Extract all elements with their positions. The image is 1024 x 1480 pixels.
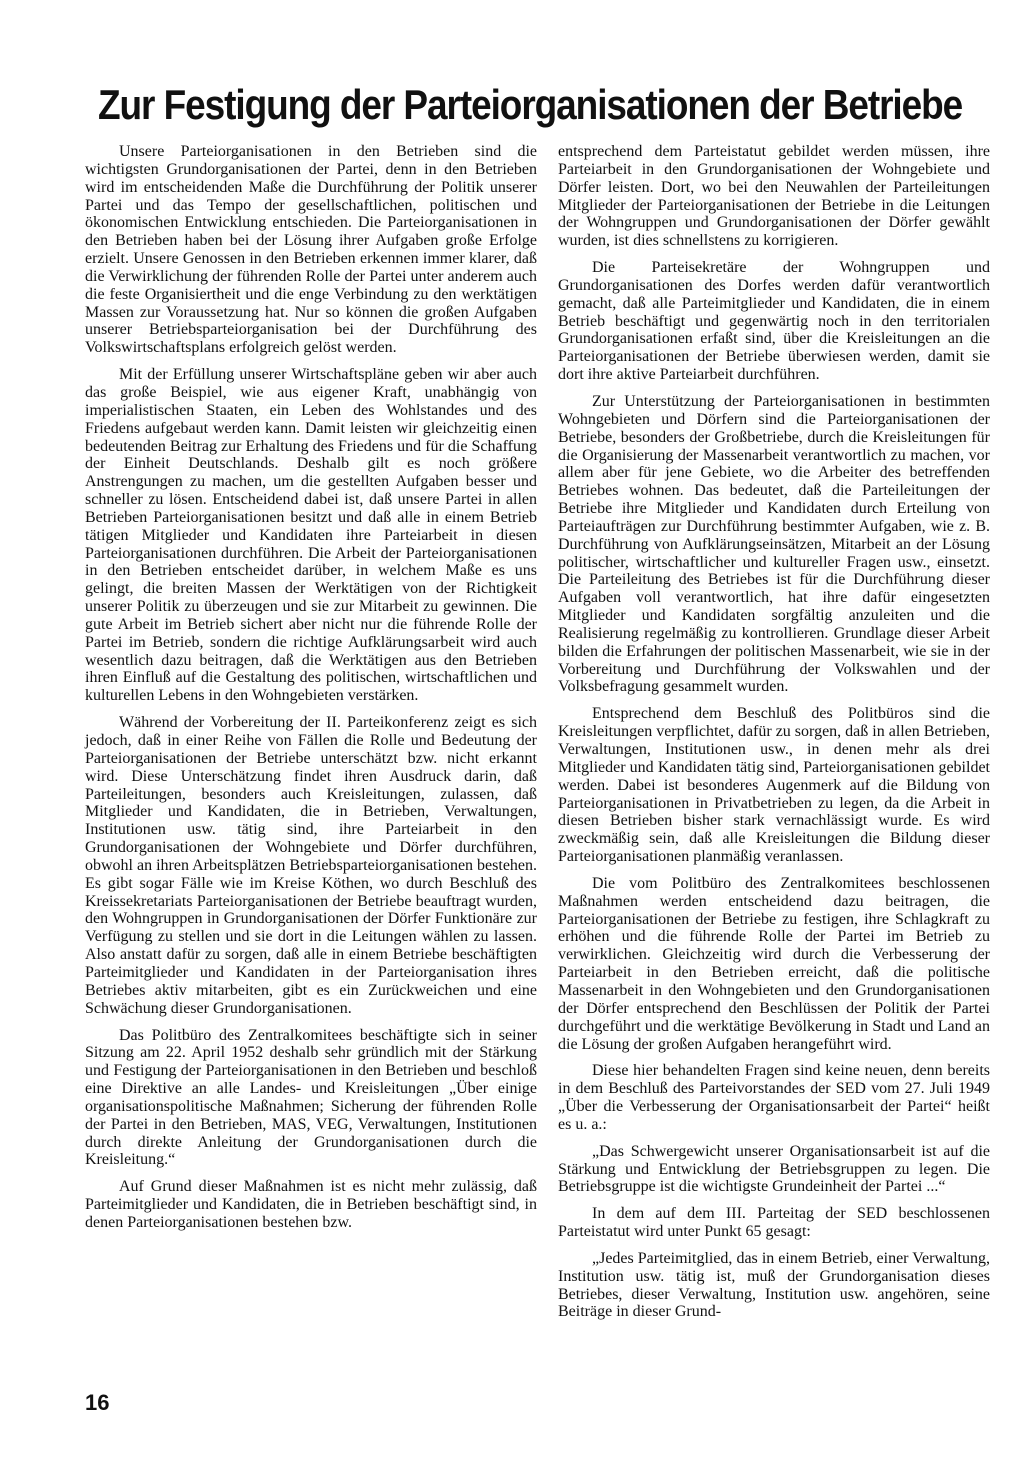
paragraph: Das Politbüro des Zentralkomitees beschäftigte sich in seiner Sitzung am 22. April 1952 deshalb sehr gründlich mit der Stärkung und Festigung der Parteiorganisationen in den Betrieben und beschloß eine Direktive an alle Landes- und Kreisleitungen „Über einige organisationspolitische Maßnahmen; Sicherung der führenden Rolle der Partei in den Betrieben, MAS, VEG, Verwaltungen, Institutionen durch direkte Anleitung der Grundorganisationen durch die Kreisleitung.“ — [85, 1026, 537, 1169]
paragraph: Entsprechend dem Beschluß des Politbüros sind die Kreisleitungen verpflichtet, dafür zu sorgen, daß in allen Betrieben, Verwaltungen, Institutionen usw., in denen mehr als drei Mitglieder und Kandidaten tätig sind, Parteiorganisationen gebildet werden. Dabei ist besonderes Augenmerk auf die Bildung von Parteiorganisationen in Privatbetrieben zu legen, da die Arbeit in diesen Betrieben bisher stark vernachlässigt wurde. Es wird zweckmäßig sein, daß alle Kreisleitungen die Bildung dieser Parteiorganisationen planmäßig veranlassen. — [558, 705, 990, 866]
paragraph: Auf Grund dieser Maßnahmen ist es nicht mehr zulässig, daß Parteimitglieder und Kandidaten, die in Betrieben beschäftigt sind, in denen Parteiorganisationen bestehen bzw. — [85, 1178, 537, 1231]
paragraph: In dem auf dem III. Parteitag der SED beschlossenen Parteistatut wird unter Punkt 65 gesagt: — [558, 1205, 990, 1241]
left-column — [85, 143, 537, 1241]
paragraph: Die vom Politbüro des Zentralkomitees beschlossenen Maßnahmen werden entscheidend dazu beitragen, die Parteiorganisationen der Betriebe zu festigen, ihre Schlagkraft zu erhöhen und die führende Rolle der Partei im Betrieb zu verwirklichen. Gleichzeitig wird durch die Verbesserung der Parteiarbeit in den Betrieben erreicht, daß die politische Massenarbeit in den Wohngebieten und den Grundorganisationen der Dörfer entsprechend den Beschlüssen der Politik der Partei durchgeführt und die werktätige Bevölkerung in Stadt und Land an die Lösung der großen Aufgaben herangeführt wird. — [558, 874, 990, 1053]
paragraph: entsprechend dem Parteistatut gebildet werden müssen, ihre Parteiarbeit in den Grundorganisationen der Wohngebiete und Dörfer leisten. Dort, wo bei den Neuwahlen der Parteileitungen Mitglieder der Parteiorganisationen der Betriebe in die Leitungen der Wohngruppen und Grundorganisationen der Dörfer gewählt wurden, ist dies schnellstens zu korrigieren. — [558, 143, 990, 250]
paragraph: Während der Vorbereitung der II. Parteikonferenz zeigt es sich jedoch, daß in einer Reihe von Fällen die Rolle und Bedeutung der Parteiorganisationen der Betriebe unterschätzt bzw. nicht erkannt wird. Diese Unterschätzung findet ihren Ausdruck darin, daß Parteileitungen, besonders auch Kreisleitungen, zulassen, daß Mitglieder und Kandidaten, die in Betrieben, Verwaltungen, Institutionen usw. tätig sind, ihre Parteiarbeit in den Grundorganisationen der Wohngebiete und Dörfer durchführen, obwohl an ihren Arbeitsplätzen Betriebsparteiorganisationen bestehen. Es gibt sogar Fälle wie im Kreise Köthen, wo durch Beschluß des Kreissekretariats Parteiorganisationen der Betriebe beauftragt wurden, den Wohngruppen in Grundorganisationen der Dörfer Funktionäre zur Verfügung zu stellen und sie dort in die Leitungen wählen zu lassen. Also anstatt dafür zu sorgen, daß alle in einem Betriebe beschäftigten Parteimitglieder und Kandidaten in der Parteiorganisation ihres Betriebes aktiv mitarbeiten, gibt es ein Zurückweichen und eine Schwächung dieser Grundorganisationen. — [85, 714, 538, 1017]
right-column — [558, 143, 990, 1330]
paragraph: Unsere Parteiorganisationen in den Betrieben sind die wichtigsten Grundorganisationen der Partei, denn in den Betrieben wird im entscheidenden Maße die Durchführung der Politik unserer Partei und das Tempo der gesellschaftlichen, politischen und ökonomischen Entwicklung entschieden. Die Parteiorganisationen in den Betrieben haben bei der Lösung ihrer Aufgaben große Erfolge erzielt. Unsere Genossen in den Betrieben erkennen immer klarer, daß die Verwirklichung der führenden Rolle der Partei unter anderem auch die feste Organisiertheit und die enge Verbindung zu den werktätigen Massen zur Voraussetzung hat. Nur so können die großen Aufgaben unserer Betriebsparteiorganisation bei der Durchführung des Volkswirtschaftsplans erfolgreich gelöst werden. — [85, 143, 537, 357]
page-number: 16 — [85, 1390, 110, 1415]
paragraph: Zur Unterstützung der Parteiorganisationen in bestimmten Wohngebieten und Dörfern sind die Parteiorganisationen der Betriebe, besonders der Großbetriebe, durch die Kreisleitungen für die Organisierung der Massenarbeit verantwortlich zu machen, vor allem aber für jene Gebiete, wo die Arbeiter des betreffenden Betriebes wohnen. Das bedeutet, daß die Parteileitungen der Betriebe ihre Mitglieder und Kandidaten durch Erteilung von Parteiaufträgen zur Durchführung bestimmter Aufgaben, wie z. B. Durchführung von Aufklärungseinsätzen, Mitarbeit an der Lösung politischer, wirtschaftlicher und kultureller Fragen usw., einsetzt. Die Parteileitung des Betriebes ist für die Durchführung dieser Aufgaben voll verantwortlich, hat ihre dafür eingesetzten Mitglieder und Kandidaten sorgfältig anzuleiten und die Realisierung regelmäßig zu kontrollieren. Grundlage dieser Arbeit bilden die Erfahrungen der politischen Massenarbeit, wie sie in der Vorbereitung und Durchführung der Volkswahlen und der Volksbefragung gesammelt wurden. — [558, 392, 990, 696]
quote-paragraph: „Das Schwergewicht unserer Organisationsarbeit ist auf die Stärkung und Entwicklung der Betriebsgruppen zu legen. Die Betriebsgruppe ist die wichtigste Grundeinheit der Partei ...“ — [558, 1142, 990, 1196]
paragraph: Mit der Erfüllung unserer Wirtschaftspläne geben wir aber auch das große Beispiel, wie aus eigener Kraft, unabhängig von imperialistischen Staaten, ein Leben des Wohlstandes und des Friedens aufgebaut werden kann. Damit leisten wir gleichzeitig einen bedeutenden Beitrag zur Erhaltung des Friedens und für die Schaffung der Einheit Deutschlands. Deshalb gilt es noch größere Anstrengungen zu machen, um die gestellten Aufgaben besser und schneller zu lösen. Entscheidend dabei ist, daß unsere Partei in allen Betrieben Parteiorganisationen besitzt und daß alle in einem Betrieb tätigen Mitglieder und Kandidaten ihre Parteiarbeit in diesen Parteiorganisationen durchführen. Die Arbeit der Parteiorganisationen in den Betrieben entscheidet darüber, in welchem Maße es uns gelingt, die breiten Massen der Werktätigen von der Richtigkeit unserer Politik zu überzeugen und sie zur Mitarbeit zu gewinnen. Die gute Arbeit im Betrieb sichert aber nicht nur die führende Rolle der Partei im Betrieb, sondern die richtige Aufklärungsarbeit wird auch wesentlich dazu beitragen, daß die Werktätigen aus den Betrieben ihren Einfluß auf die Gestaltung des politischen, wirtschaftlichen und kulturellen Lebens in den Wohngebieten verstärken. — [85, 366, 537, 705]
article-title: Zur Festigung der Parteiorganisationen der Betriebe — [98, 81, 963, 128]
paragraph: Diese hier behandelten Fragen sind keine neuen, denn bereits in dem Beschluß des Parteivorstandes der SED vom 27. Juli 1949 „Über die Verbesserung der Organisationsarbeit der Partei“ heißt es u. a.: — [558, 1062, 990, 1133]
paragraph: Die Parteisekretäre der Wohngruppen und Grundorganisationen des Dorfes werden dafür verantwortlich gemacht, daß alle Parteimitglieder und Kandidaten, die in einem Betrieb beschäftigt und gegenwärtig noch in den territorialen Grundorganisationen erfaßt sind, über die Kreisleitungen an die Parteiorganisationen der Betriebe überwiesen werden, damit sie dort ihre aktive Parteiarbeit durchführen. — [558, 259, 990, 384]
quote-paragraph: „Jedes Parteimitglied, das in einem Betrieb, einer Verwaltung, Institution usw. tätig ist, muß der Grundorganisation dieses Betriebes, dieser Verwaltung, Institution usw. angehören, seine Beiträge in dieser Grund- — [558, 1249, 990, 1321]
